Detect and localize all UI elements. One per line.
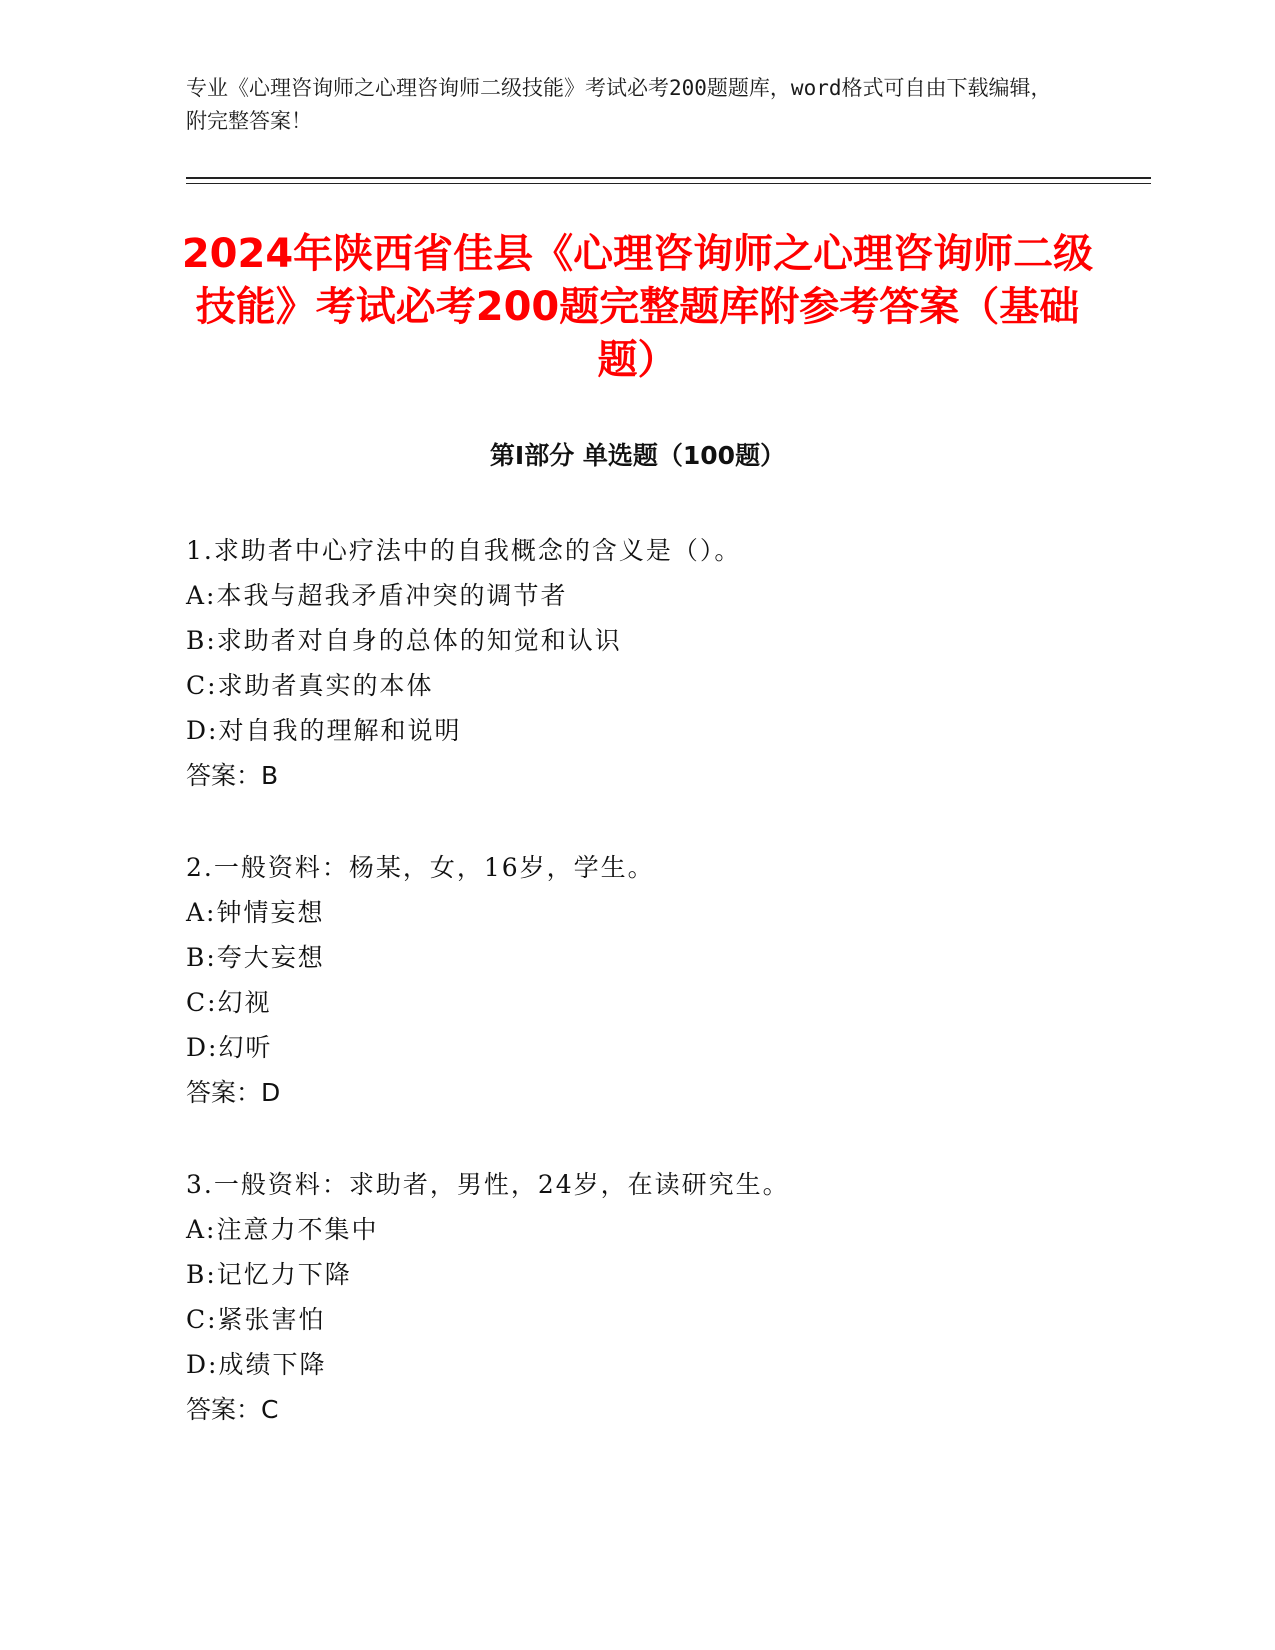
option-b: B:求助者对自身的总体的知觉和认识: [186, 626, 622, 655]
question-stem: 1.求助者中心疗法中的自我概念的含义是（）。: [186, 536, 742, 565]
option-d: D:幻听: [186, 1033, 273, 1062]
question-answer: 答案：B: [186, 761, 279, 790]
question-answer: 答案：D: [186, 1078, 281, 1107]
section-title: 第Ⅰ部分 单选题（100题）: [489, 441, 786, 470]
header-divider-thin: [186, 183, 1151, 184]
option-c: C:紧张害怕: [186, 1305, 326, 1334]
header-divider-thick: [186, 177, 1151, 179]
question-item: [186, 1162, 1086, 1432]
header-note: 专业《心理咨询师之心理咨询师二级技能》考试必考200题题库，word格式可自由下载编辑，附完整答案！: [186, 76, 1052, 133]
option-c: C:求助者真实的本体: [186, 671, 434, 700]
option-c: C:幻视: [186, 988, 272, 1017]
option-a: A:本我与超我矛盾冲突的调节者: [186, 581, 568, 610]
option-a: A:注意力不集中: [186, 1215, 379, 1244]
question-stem: 3.一般资料：求助者，男性，24岁，在读研究生。: [186, 1170, 790, 1199]
question-item: [186, 528, 1086, 798]
option-b: B:夸大妄想: [186, 943, 325, 972]
option-d: D:成绩下降: [186, 1350, 327, 1379]
question-list: [186, 528, 1086, 1432]
option-d: D:对自我的理解和说明: [186, 716, 462, 745]
question-answer: 答案：C: [186, 1395, 279, 1424]
option-a: A:钟情妄想: [186, 898, 325, 927]
question-item: [186, 845, 1086, 1115]
option-b: B:记忆力下降: [186, 1260, 352, 1289]
question-stem: 2.一般资料：杨某，女，16岁，学生。: [186, 853, 655, 882]
document-title: 2024年陕西省佳县《心理咨询师之心理咨询师二级技能》考试必考200题完整题库附参考答案（基础题）: [181, 231, 1094, 383]
